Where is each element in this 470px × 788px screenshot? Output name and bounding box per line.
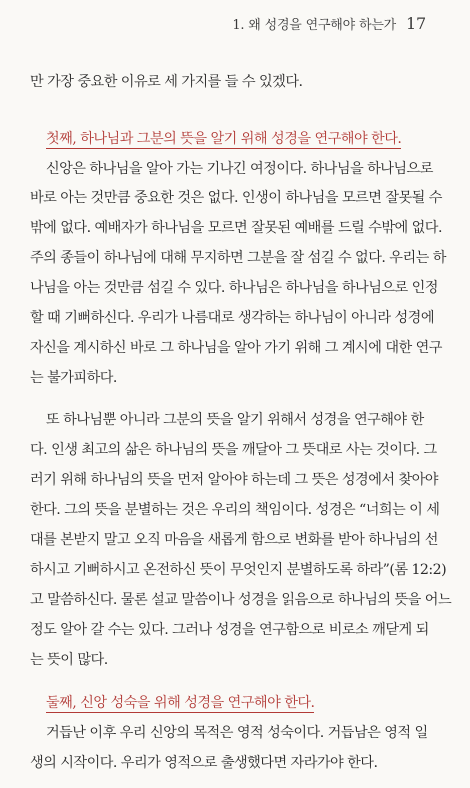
section-heading-1-text: 첫째, 하나님과 그분의 뜻을 알기 위해 성경을 연구해야 한다. [46,131,402,147]
body-line: 할 때 기뻐하신다. 우리가 나름대로 생각하는 하나님이 아니라 성경에 [30,310,434,326]
body-line: 바로 아는 것만큼 중요한 것은 없다. 인생이 하나님을 모르면 잘못될 수 [30,190,442,206]
body-line: 나님을 아는 것만큼 섬길 수 있다. 하나님은 하나님을 하나님으로 인정 [30,280,438,296]
body-line: 밖에 없다. 예배자가 하나님을 모르면 잘못된 예배를 드릴 수밖에 없다. [30,220,442,236]
body-line: 주의 종들이 하나님에 대해 무지하면 그분을 잘 섬길 수 없다. 우리는 하 [30,250,446,266]
body-line: 한다. 그의 뜻을 분별하는 것은 우리의 책임이다. 성경은 “너희는 이 세 [30,502,440,518]
chapter-title: 1. 왜 성경을 연구해야 하는가 [232,18,397,33]
body-line: 생의 시작이다. 우리가 영적으로 출생했다면 자라가야 한다. [30,755,378,771]
body-line: 대를 본받지 말고 오직 마음을 새롭게 함으로 변화를 받아 하나님의 선 [30,532,438,548]
body-line: 신앙은 하나님을 알아 가는 기나긴 여정이다. 하나님을 하나님으로 [46,161,433,177]
running-head [232,14,426,33]
body-line: 자신을 계시하신 바로 그 하나님을 알아 가기 위해 그 계시에 대한 연구 [30,340,442,356]
body-line: 하시고 기뻐하시고 온전하신 뜻이 무엇인지 분별하도록 하라”(롬 12:2) [30,562,447,578]
section-heading-2 [46,692,314,712]
section-heading-2-text: 둘째, 신앙 성숙을 위해 성경을 연구해야 한다. [46,695,315,711]
body-line: 고 말씀하신다. 물론 설교 말씀이나 성경을 읽음으로 하나님의 뜻을 어느 [30,592,452,608]
body-line: 또 하나님뿐 아니라 그분의 뜻을 알기 위해서 성경을 연구해야 한 [46,412,424,428]
page-number: 17 [406,14,426,33]
body-line: 거듭난 이후 우리 신앙의 목적은 영적 성숙이다. 거듭남은 영적 일 [46,725,428,741]
body-line: 는 불가피하다. [30,370,117,386]
body-line: 러기 위해 하나님의 뜻을 먼저 알아야 하는데 그 뜻은 성경에서 찾아야 [30,472,438,488]
section-heading-1 [46,128,401,148]
body-line: 만 가장 중요한 이유로 세 가지를 들 수 있겠다. [30,74,303,90]
body-line: 정도 알아 갈 수는 있다. 그러나 성경을 연구함으로 비로소 깨닫게 되 [30,622,429,638]
body-line: 다. 인생 최고의 삶은 하나님의 뜻을 깨달아 그 뜻대로 사는 것이다. 그 [30,442,437,458]
body-line: 는 뜻이 많다. [30,652,108,668]
